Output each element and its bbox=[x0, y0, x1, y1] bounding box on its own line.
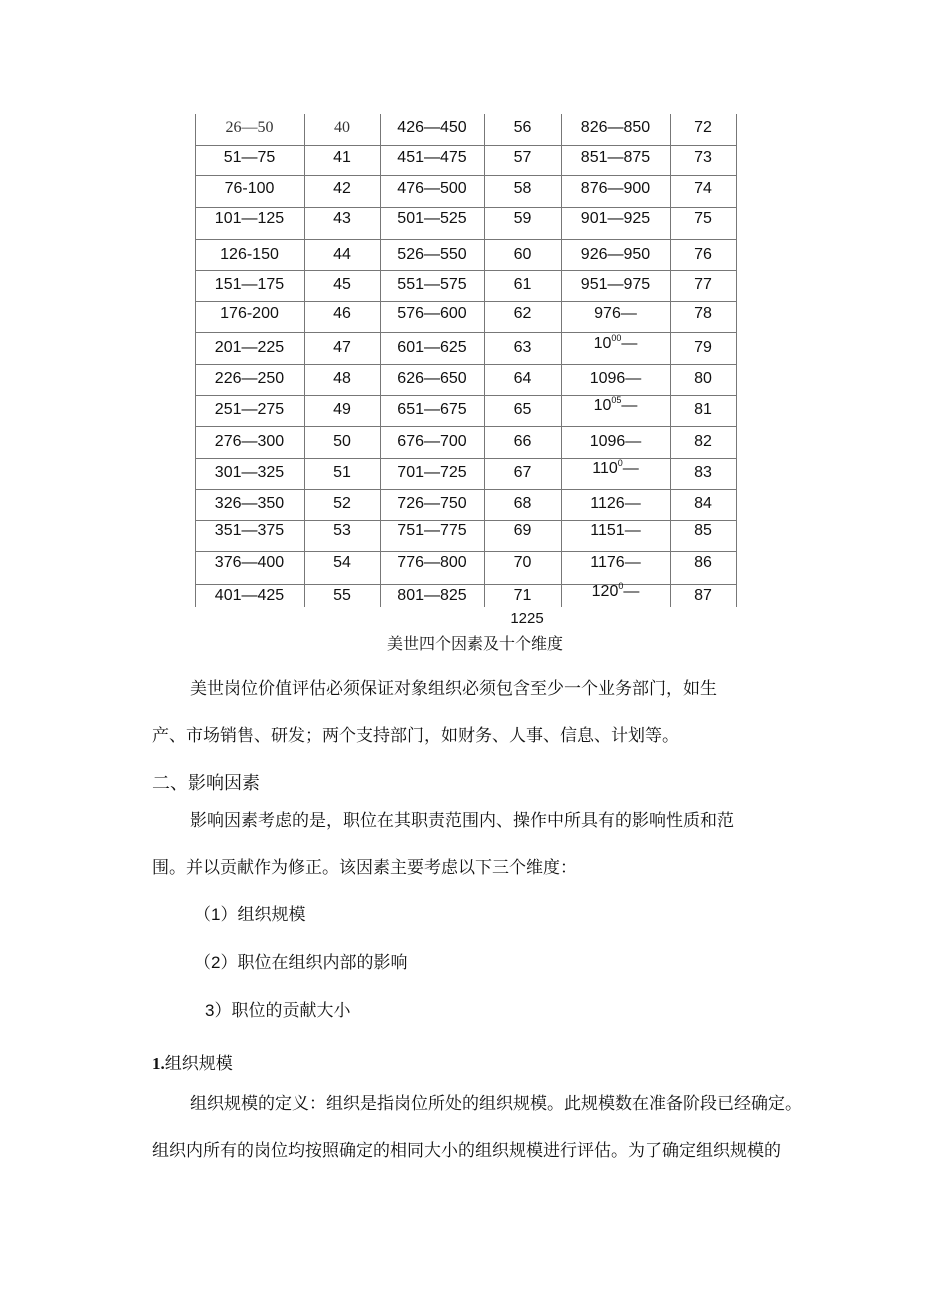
table-row-border bbox=[195, 175, 736, 176]
table-row-border bbox=[195, 332, 736, 333]
table-cell: 71 bbox=[513, 587, 532, 604]
table-cell: $120^0—$ bbox=[591, 581, 640, 600]
table-cell: 601—625 bbox=[397, 339, 467, 356]
subsection-title: 组织规模 bbox=[164, 1054, 233, 1073]
table-cell: 476—500 bbox=[397, 180, 467, 197]
table-cell: 72 bbox=[694, 119, 712, 136]
table-cell: 351—375 bbox=[214, 522, 285, 539]
table-cell: 73 bbox=[694, 149, 712, 166]
table-cell: 526—550 bbox=[397, 246, 467, 263]
table-cell: 61 bbox=[513, 276, 532, 293]
table-cell: 726—750 bbox=[397, 495, 467, 512]
table-cell: 451—475 bbox=[397, 149, 467, 166]
table-row-border bbox=[195, 270, 736, 271]
subsection-number: 1. bbox=[152, 1054, 165, 1073]
table-cell: 576—600 bbox=[397, 305, 467, 322]
paragraph-2-line-1: 影响因素考虑的是，职位在其职责范围内、操作中所具有的影响性质和范 bbox=[190, 811, 734, 830]
table-cell: 82 bbox=[694, 433, 712, 450]
table-row-border bbox=[195, 145, 736, 146]
table-cell: 1096— bbox=[589, 433, 642, 450]
table-cell: 201—225 bbox=[214, 339, 285, 356]
table-cell: 87 bbox=[694, 587, 712, 604]
paragraph-3-line-1: 组织规模的定义：组织是指岗位所处的组织规模。此规模数在准备阶段已经确定。 bbox=[190, 1094, 802, 1113]
table-cell: 79 bbox=[694, 339, 712, 356]
table-cell: 63 bbox=[513, 339, 532, 356]
table-cell: 62 bbox=[513, 305, 532, 322]
table-cell: 65 bbox=[513, 401, 532, 418]
table-cell: 44 bbox=[333, 246, 351, 263]
table-vertical-border bbox=[736, 114, 737, 607]
table-cell: 876—900 bbox=[580, 180, 651, 197]
table-cell: 50 bbox=[333, 433, 351, 450]
table-cell: 976— bbox=[594, 305, 637, 322]
table-row-border bbox=[195, 489, 736, 490]
score-table bbox=[195, 114, 736, 607]
table-cell: 54 bbox=[333, 554, 351, 571]
table-cell: 40 bbox=[334, 119, 350, 136]
paragraph-1-line-2: 产、市场销售、研发；两个支持部门，如财务、人事、信息、计划等。 bbox=[152, 726, 679, 745]
table-cell: 77 bbox=[694, 276, 712, 293]
table-cell: 226—250 bbox=[214, 370, 285, 387]
table-cell: 101—125 bbox=[214, 210, 285, 227]
table-cell: $10^{05}—$ bbox=[593, 395, 638, 414]
table-cell: 48 bbox=[333, 370, 351, 387]
table-cell: 551—575 bbox=[397, 276, 467, 293]
table-cell: 68 bbox=[513, 495, 532, 512]
table-overflow-text: 1225 bbox=[510, 610, 544, 627]
table-cell: 501—525 bbox=[397, 210, 467, 227]
table-cell: 46 bbox=[333, 305, 351, 322]
table-cell: 74 bbox=[694, 180, 712, 197]
table-row-border bbox=[195, 551, 736, 552]
table-cell: 1126— bbox=[590, 495, 641, 512]
table-cell: 701—725 bbox=[397, 464, 467, 481]
table-cell: 56 bbox=[513, 119, 532, 136]
table-row-border bbox=[195, 301, 736, 302]
table-cell: 53 bbox=[333, 522, 351, 539]
table-row-border bbox=[195, 364, 736, 365]
subsection-heading-org-scale bbox=[152, 1049, 233, 1074]
section-heading-influence: 二、影响因素 bbox=[152, 773, 260, 793]
table-cell: 80 bbox=[694, 370, 712, 387]
dimension-item-1: （1）组织规模 bbox=[194, 905, 306, 924]
table-cell: 151—175 bbox=[214, 276, 285, 293]
table-cell: 70 bbox=[513, 554, 532, 571]
table-cell: $110^0—$ bbox=[592, 458, 639, 477]
table-cell: 83 bbox=[694, 464, 712, 481]
table-cell: 276—300 bbox=[214, 433, 285, 450]
table-cell: 45 bbox=[333, 276, 351, 293]
table-cell: 376—400 bbox=[214, 554, 285, 571]
table-cell: 81 bbox=[694, 401, 712, 418]
table-cell: 47 bbox=[333, 339, 351, 356]
paragraph-2-line-2: 围。并以贡献作为修正。该因素主要考虑以下三个维度： bbox=[152, 858, 577, 877]
table-cell: 55 bbox=[333, 587, 351, 604]
paragraph-3-line-2: 组织内所有的岗位均按照确定的相同大小的组织规模进行评估。为了确定组织规模的 bbox=[152, 1141, 781, 1160]
table-cell: 776—800 bbox=[397, 554, 467, 571]
table-cell: 51 bbox=[333, 464, 351, 481]
table-cell: 67 bbox=[513, 464, 532, 481]
table-cell: 1096— bbox=[589, 370, 642, 387]
table-cell: 76-100 bbox=[224, 180, 275, 197]
table-row-border bbox=[195, 426, 736, 427]
table-cell: 26—50 bbox=[225, 119, 274, 136]
table-cell: 69 bbox=[513, 522, 532, 539]
table-cell: 43 bbox=[333, 210, 351, 227]
dimension-item-3: 3）职位的贡献大小 bbox=[205, 1001, 351, 1020]
table-cell: 901—925 bbox=[580, 210, 651, 227]
table-cell: 176-200 bbox=[220, 305, 279, 322]
table-cell: 86 bbox=[694, 554, 712, 571]
table-cell: 126-150 bbox=[220, 246, 279, 263]
table-cell: 57 bbox=[513, 149, 532, 166]
table-cell: 801—825 bbox=[397, 587, 467, 604]
table-cell: $10^{00}—$ bbox=[593, 333, 638, 352]
table-cell: 626—650 bbox=[397, 370, 467, 387]
table-cell: 1176— bbox=[590, 554, 641, 571]
table-cell: 926—950 bbox=[580, 246, 651, 263]
table-cell: 826—850 bbox=[580, 119, 651, 136]
table-cell: 951—975 bbox=[580, 276, 651, 293]
table-caption: 美世四个因素及十个维度 bbox=[386, 636, 563, 653]
dimension-item-2: （2）职位在组织内部的影响 bbox=[194, 953, 408, 972]
table-cell: 78 bbox=[694, 305, 712, 322]
table-cell: 52 bbox=[333, 495, 351, 512]
table-cell: 301—325 bbox=[214, 464, 285, 481]
table-cell: 85 bbox=[694, 522, 712, 539]
table-cell: 401—425 bbox=[214, 587, 285, 604]
table-cell: 326—350 bbox=[214, 495, 285, 512]
table-cell: 751—775 bbox=[397, 522, 467, 539]
table-row-border bbox=[195, 207, 736, 208]
table-cell: 426—450 bbox=[397, 119, 467, 136]
table-cell: 651—675 bbox=[397, 401, 467, 418]
table-cell: 42 bbox=[333, 180, 351, 197]
table-cell: 1151— bbox=[590, 522, 641, 539]
table-cell: 49 bbox=[333, 401, 351, 418]
table-cell: 66 bbox=[513, 433, 532, 450]
paragraph-1-line-1: 美世岗位价值评估必须保证对象组织必须包含至少一个业务部门，如生 bbox=[190, 679, 717, 698]
table-cell: 51—75 bbox=[223, 149, 276, 166]
table-cell: 58 bbox=[513, 180, 532, 197]
table-cell: 84 bbox=[694, 495, 712, 512]
table-cell: 64 bbox=[513, 370, 532, 387]
table-cell: 60 bbox=[513, 246, 532, 263]
table-row-border bbox=[195, 239, 736, 240]
table-cell: 76 bbox=[694, 246, 712, 263]
table-cell: 851—875 bbox=[580, 149, 651, 166]
table-cell: 75 bbox=[694, 210, 712, 227]
table-cell: 59 bbox=[513, 210, 532, 227]
table-cell: 41 bbox=[333, 149, 351, 166]
table-cell: 251—275 bbox=[214, 401, 285, 418]
table-cell: 676—700 bbox=[397, 433, 467, 450]
